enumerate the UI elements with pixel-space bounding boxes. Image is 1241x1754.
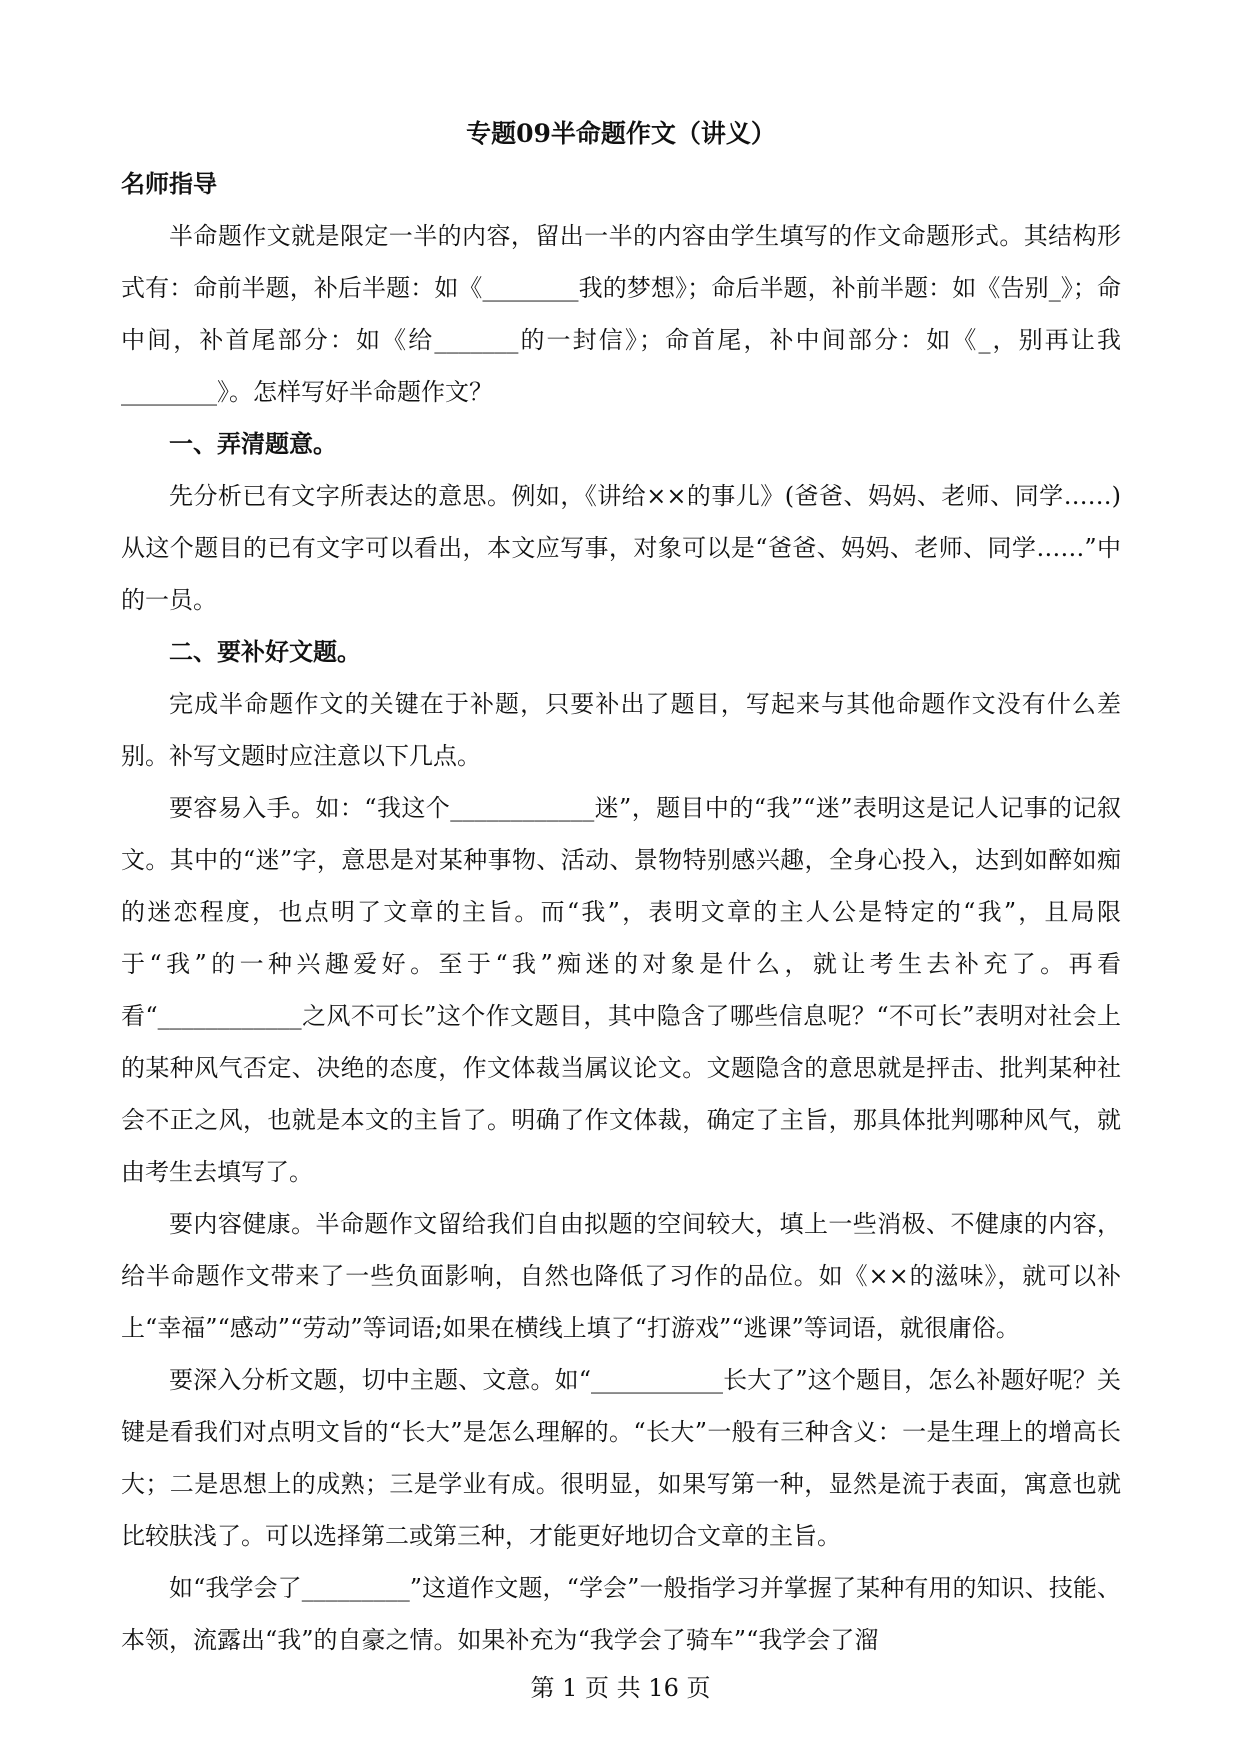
- document-body: [121, 112, 1121, 1666]
- page-title: 专题09半命题作文（讲义）: [466, 119, 776, 148]
- point2-heading: 二、要补好文题。: [169, 637, 361, 666]
- point2-example-paragraph: 如“我学会了_________”这道作文题，“学会”一般指学习并掌握了某种有用的知识、技能、 本领，流露出“我”的自豪之情。如果补充为“我学会了骑车”“我学会了溜: [121, 1574, 1121, 1654]
- page-footer: 第 1 页 共 16 页: [530, 1674, 711, 1702]
- point2-intro-paragraph: 完成半命题作文的关键在于补题，只要补出了题目，写起来与其他命题作文没有什么差别。补写文题时应注意以下几点。: [121, 690, 1121, 770]
- intro-paragraph: 半命题作文就是限定一半的内容，留出一半的内容由学生填写的作文命题形式。其结构形式有：命前半题，补后半题：如《________我的梦想》；命后半题，补前半题：如《告别_》；命中间，补首尾部分：如《给_______的一封信》；命首尾，补中间部分：如《_，别再让我________》。怎样写好半命题作文？: [121, 222, 1121, 406]
- section-heading: 名师指导: [121, 169, 217, 198]
- point2-analysis-paragraph: 要深入分析文题，切中主题、文意。如“___________长大了”这个题目，怎么补题好呢？关键是看我们对点明文旨的“长大”是怎么理解的。“长大”一般有三种含义：一是生理上的增高长大；二是思想上的成熟；三是学业有成。很明显，如果写第一种，显然是流于表面，寓意也就比较肤浅了。可以选择第二或第三种，才能更好地切合文章的主旨。: [121, 1366, 1121, 1550]
- point1-paragraph: 先分析已有文字所表达的意思。例如，《讲给××的事儿》(爸爸、妈妈、老师、同学……)从这个题目的已有文字可以看出，本文应写事，对象可以是“爸爸、妈妈、老师、同学……”中的一员。: [121, 482, 1121, 614]
- point1-heading: 一、弄清题意。: [169, 429, 337, 458]
- point2-easy-paragraph: 要容易入手。如：“我这个____________迷”，题目中的“我”“迷”表明这是记人记事的记叙文。其中的“迷”字，意思是对某种事物、活动、景物特别感兴趣，全身心投入，达到如醉如痴的迷恋程度，也点明了文章的主旨。而“我”，表明文章的主人公是特定的“我”，且局限于“我”的一种兴趣爱好。至于“我”痴迷的对象是什么，就让考生去补充了。再看看“____________之风不可长”这个作文题目，其中隐含了哪些信息呢？“不可长”表明对社会上的某种风气否定、决绝的态度，作文体裁当属议论文。文题隐含的意思就是抨击、批判某种社会不正之风，也就是本文的主旨了。明确了作文体裁，确定了主旨，那具体批判哪种风气，就由考生去填写了。: [121, 794, 1121, 1186]
- point2-healthy-paragraph: 要内容健康。半命题作文留给我们自由拟题的空间较大，填上一些消极、不健康的内容，给半命题作文带来了一些负面影响，自然也降低了习作的品位。如《××的滋味》，就可以补上“幸福”“感动”“劳动”等词语;如果在横线上填了“打游戏”“逃课”等词语，就很庸俗。: [121, 1210, 1121, 1342]
